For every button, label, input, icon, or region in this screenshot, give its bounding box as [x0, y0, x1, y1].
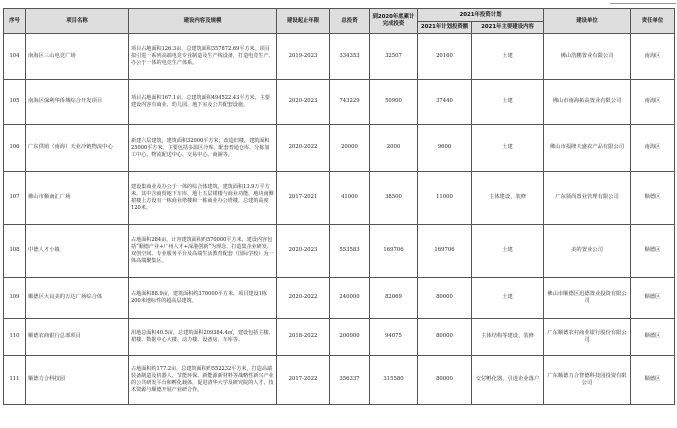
header-done-2020: 到2020年底累计完成投资 — [370, 9, 418, 34]
top-rule — [610, 0, 676, 4]
cell-resp: 南海区 — [631, 125, 675, 172]
cell-content: 占地面积88.9亩，建筑面积约370000平方米，项目建设1栋200米地标性的超高层建筑。 — [129, 278, 277, 319]
cell-seq: 108 — [4, 225, 26, 278]
cell-unit: 佛山市福隆天盛农产品有限公司 — [544, 125, 631, 172]
cell-plan-content: 土建 — [472, 125, 544, 172]
cell-name: 顺德力合科技园 — [26, 356, 129, 405]
cell-name: 南海区保利华侨城综合开发项目 — [26, 80, 129, 125]
table-row — [4, 125, 675, 172]
cell-name: 佛山市顺南汇广场 — [26, 172, 129, 225]
cell-plan-content: 土建 — [472, 225, 544, 278]
cell-period: 2020-2022 — [277, 278, 330, 319]
cell-total: 20000 — [330, 125, 370, 172]
cell-resp: 顺德区 — [631, 319, 675, 356]
cell-content: 项目占地面积167.1亩，总建筑面积494522.43平方米，主要建设内容有商业、幼儿园、地下室及公共配套设施。 — [129, 80, 277, 125]
cell-content: 建设集商业及办公于一体的综合体建筑，建筑面积13.9万平方米，其中含商贸地下车库、地上五层裙楼与商业功能，地块南侧裙楼上方设有一栋商业塔楼和一栋商业办公塔楼，总建筑高度120米。 — [129, 172, 277, 225]
table-row — [4, 225, 675, 278]
table-row — [4, 80, 675, 125]
cell-plan-content: 主体建设、装修 — [472, 172, 544, 225]
cell-name: 顺德农商银行总部项目 — [26, 319, 129, 356]
cell-name: 广东供销（南海）天业冷链物流中心 — [26, 125, 129, 172]
cell-done: 315580 — [370, 356, 418, 405]
cell-content: 项目占地面积126.3亩，总建筑面积357872.69平方米。项目拟引进一系列高端电竞专业制造及生产线设备，打造电竞生产、办公于一体的电竞生产体系。 — [129, 34, 277, 80]
cell-plan: 80000 — [418, 319, 472, 356]
cell-period: 2020-2023 — [277, 225, 330, 278]
cell-resp: 南海区 — [631, 34, 675, 80]
cell-done: 38500 — [370, 172, 418, 225]
cell-seq: 111 — [4, 356, 26, 405]
cell-unit: 广东顺德农村商业银行股份有限公司 — [544, 319, 631, 356]
cell-unit: 佛山市南海拓高置业有限公司 — [544, 80, 631, 125]
cell-period: 2019-2023 — [277, 34, 330, 80]
cell-total: 334353 — [330, 34, 370, 80]
cell-total: 240000 — [330, 278, 370, 319]
cell-resp: 顺德区 — [631, 356, 675, 405]
cell-period: 2017-2022 — [277, 356, 330, 405]
cell-plan: 80000 — [418, 278, 472, 319]
cell-content: 占地面积284亩，计容建筑面积约570000平方米，建设内容包括“顺德产业+广州人才+深港创新”为理念，打造集企业研发、双创空间、专业服务平台及高端生活教育配套（国际学校）为一体高端聚集区。 — [129, 225, 277, 278]
table-row — [4, 34, 675, 80]
cell-unit: 佛山市顺德区迅德置业投资有限公司 — [544, 278, 631, 319]
header-name: 项目名称 — [26, 9, 129, 34]
cell-content: 占地面积约177.2亩，总建筑面积约552232平方米，打造高端装备制造及机器人、节能环保、新能源新材料等战略性新兴产业的公共研发平台和孵化载体，促进清华大学及研究院的人才、技术资源与顺德开展产业研合作。 — [129, 356, 277, 405]
cell-unit: 广东领尚置业管理有限公司 — [544, 172, 631, 225]
cell-seq: 107 — [4, 172, 26, 225]
cell-resp: 顺德区 — [631, 172, 675, 225]
header-resp: 责任单位 — [631, 9, 675, 34]
table-row — [4, 278, 675, 319]
header-content: 建设内容及规模 — [129, 9, 277, 34]
cell-total: 41000 — [330, 172, 370, 225]
cell-done: 2000 — [370, 125, 418, 172]
header-plan-amount: 2021年计划投资额 — [418, 22, 472, 34]
header-total: 总投资 — [330, 9, 370, 34]
cell-period: 2017-2021 — [277, 172, 330, 225]
cell-total: 553583 — [330, 225, 370, 278]
cell-resp: 顺德区 — [631, 278, 675, 319]
cell-name: 顺德区大良美的万达广场综合体 — [26, 278, 129, 319]
cell-done: 50900 — [370, 80, 418, 125]
table-row — [4, 172, 675, 225]
cell-resp: 南海区 — [631, 80, 675, 125]
cell-total: 743229 — [330, 80, 370, 125]
cell-total: 200000 — [330, 319, 370, 356]
cell-plan-content: 土建 — [472, 34, 544, 80]
cell-resp: 顺德区 — [631, 225, 675, 278]
cell-plan-content: 土建 — [472, 278, 544, 319]
cell-content: 新建六层建筑，建筑面积32000平方米；改造旧楼，建筑面积25000平方米。主要包括多温区冷库、配套普通仓库、分拣加工中心、物流配送中心、交易中心、商铺等。 — [129, 125, 277, 172]
cell-unit: 佛山浩鹏置业有限公司 — [544, 34, 631, 80]
cell-plan: 169706 — [418, 225, 472, 278]
cell-plan: 20160 — [418, 34, 472, 80]
cell-seq: 110 — [4, 319, 26, 356]
cell-seq: 106 — [4, 125, 26, 172]
header-plan-content: 2021年主要建设内容 — [472, 22, 544, 34]
header-period: 建设起止年限 — [277, 9, 330, 34]
cell-done: 32507 — [370, 34, 418, 80]
cell-name: 南海区三山电竞广场 — [26, 34, 129, 80]
header-plan-2021: 2021年投资计划 — [418, 9, 544, 22]
table-row — [4, 356, 675, 405]
cell-period: 2020-2022 — [277, 125, 330, 172]
project-table — [3, 8, 675, 405]
header-seq: 序号 — [4, 9, 26, 34]
cell-plan-content: 土建 — [472, 80, 544, 125]
cell-plan: 9600 — [418, 125, 472, 172]
cell-unit: 美的置业公司 — [544, 225, 631, 278]
cell-name: 中德人才小镇 — [26, 225, 129, 278]
cell-unit: 广东顺德力合智德科技园投资有限公司 — [544, 356, 631, 405]
cell-seq: 105 — [4, 80, 26, 125]
cell-period: 2020-2023 — [277, 80, 330, 125]
cell-plan: 11000 — [418, 172, 472, 225]
cell-seq: 109 — [4, 278, 26, 319]
cell-done: 169706 — [370, 225, 418, 278]
cell-done: 82069 — [370, 278, 418, 319]
cell-seq: 104 — [4, 34, 26, 80]
cell-total: 356337 — [330, 356, 370, 405]
cell-done: 94075 — [370, 319, 418, 356]
cell-content: 用地总面积40.5亩，总建筑面积209384.4㎡，建设包括主楼、裙楼、数据中心大楼、动力楼、设备房、车库等。 — [129, 319, 277, 356]
table-row — [4, 319, 675, 356]
cell-plan: 37440 — [418, 80, 472, 125]
header-unit: 建设单位 — [544, 9, 631, 34]
cell-plan-content: 交付孵化器，引进企业落户 — [472, 356, 544, 405]
cell-plan: 80000 — [418, 356, 472, 405]
cell-plan-content: 主体结构等建设、装修 — [472, 319, 544, 356]
cell-period: 2018-2022 — [277, 319, 330, 356]
